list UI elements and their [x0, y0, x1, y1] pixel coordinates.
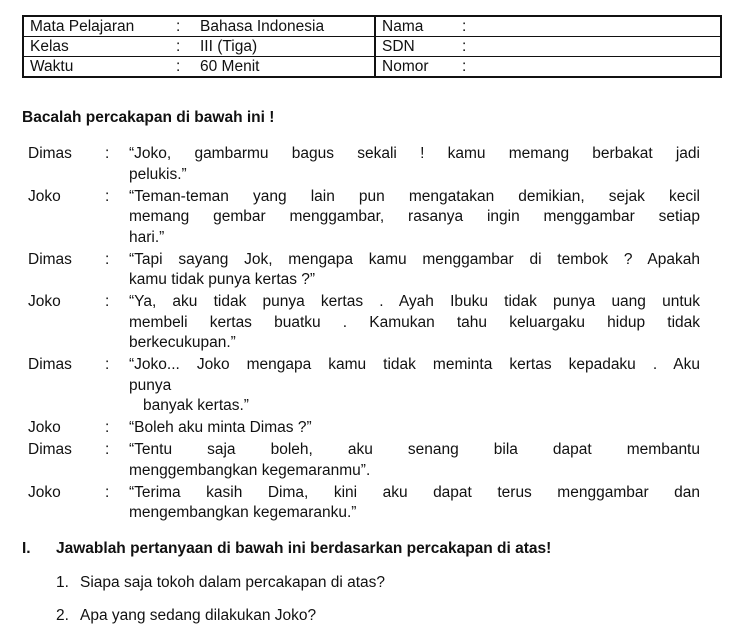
reading-instruction: Bacalah percakapan di bawah ini !	[22, 109, 275, 126]
speech-text	[129, 418, 700, 439]
school-cell	[375, 37, 721, 57]
speech-line: “Tapi sayang Jok, mengapa kamu menggambar di tembok ? Apakah	[129, 250, 700, 268]
dialogue-line	[28, 250, 700, 291]
speaker-colon: :	[105, 419, 110, 436]
speech-line: menggembangkan kegemaranmu”.	[129, 461, 371, 479]
speech-line: “Boleh aku minta Dimas ?”	[129, 419, 312, 436]
speech-line: mengembangkan kegemaranku.”	[129, 504, 357, 521]
time-colon: :	[176, 58, 181, 75]
time-value: 60 Menit	[200, 58, 260, 75]
speech-text	[129, 483, 700, 524]
dialogue-line	[28, 355, 700, 417]
speaker-name: Joko	[28, 187, 61, 205]
dialogue-line	[28, 440, 700, 481]
speaker-name: Joko	[28, 419, 61, 436]
speaker-colon: :	[105, 293, 110, 310]
speech-text	[129, 440, 700, 481]
dialogue-line	[28, 292, 700, 354]
time-cell	[23, 57, 375, 78]
question-list	[56, 574, 385, 640]
speaker-name: Dimas	[28, 250, 72, 268]
speech-line: membeli kertas buatku . Kamukan tahu keluargaku hidup tidak	[129, 313, 700, 331]
question-item	[56, 574, 385, 607]
speaker-name: Dimas	[28, 356, 72, 373]
speech-line: berkecukupan.”	[129, 334, 236, 351]
name-cell	[375, 16, 721, 37]
header-row-1	[23, 16, 721, 37]
speech-line: punya	[129, 376, 172, 394]
number-colon: :	[462, 58, 467, 75]
speaker-colon: :	[105, 187, 110, 205]
speech-line: “Terima kasih Dima, kini aku dapat terus menggambar dan	[129, 483, 700, 501]
dialogue-line	[28, 483, 700, 524]
dialogue-line	[28, 144, 700, 185]
dialogue	[28, 144, 700, 525]
question-text: Siapa saja tokoh dalam percakapan di atas?	[80, 574, 386, 591]
speech-line: “Tentu saja boleh, aku senang bila dapat membantu	[129, 441, 700, 458]
header-info-table	[22, 15, 722, 78]
class-label: Kelas	[30, 38, 69, 55]
question-number: 2.	[56, 607, 69, 624]
speaker-name: Joko	[28, 293, 61, 310]
school-label: SDN	[382, 38, 415, 55]
speech-line: hari.”	[129, 228, 165, 246]
name-label: Nama	[382, 18, 424, 35]
speaker-name: Dimas	[28, 145, 72, 162]
speech-line: banyak kertas.”	[143, 397, 249, 414]
speech-line: kamu tidak punya kertas ?”	[129, 271, 316, 288]
section-title: Jawablah pertanyaan di bawah ini berdasarkan percakapan di atas!	[56, 540, 552, 557]
subject-value: Bahasa Indonesia	[200, 18, 325, 35]
speech-text	[129, 355, 700, 417]
number-cell	[375, 57, 721, 78]
speaker-colon: :	[105, 441, 110, 458]
speaker-colon: :	[105, 145, 110, 162]
header-row-3	[23, 57, 721, 78]
number-label: Nomor	[382, 58, 429, 75]
header-row-2	[23, 37, 721, 57]
class-colon: :	[176, 38, 181, 55]
question-number: 1.	[56, 574, 69, 591]
name-colon: :	[462, 18, 467, 35]
speech-text	[129, 187, 700, 249]
dialogue-line	[28, 187, 700, 249]
dialogue-line	[28, 418, 700, 439]
section-number: I.	[22, 540, 31, 557]
question-text: Apa yang sedang dilakukan Joko?	[80, 607, 317, 624]
speaker-colon: :	[105, 250, 110, 268]
speech-line: memang gembar menggambar, rasanya ingin menggambar setiap	[129, 208, 700, 225]
section-heading	[22, 540, 722, 558]
school-colon: :	[462, 38, 467, 55]
speech-text	[129, 292, 700, 354]
speech-text	[129, 144, 700, 185]
time-label: Waktu	[30, 58, 74, 75]
class-value: III (Tiga)	[200, 38, 258, 55]
speech-line: “Teman-teman yang lain pun mengatakan demikian, sejak kecil	[129, 187, 700, 205]
subject-label: Mata Pelajaran	[30, 18, 135, 35]
speaker-colon: :	[105, 483, 110, 501]
speaker-name: Joko	[28, 483, 61, 501]
speaker-colon: :	[105, 356, 110, 373]
question-item	[56, 607, 385, 640]
speech-line: “Joko... Joko mengapa kamu tidak meminta kertas kepadaku . Aku	[129, 356, 700, 373]
class-cell	[23, 37, 375, 57]
subject-cell	[23, 16, 375, 37]
speech-line: pelukis.”	[129, 165, 187, 183]
speech-text	[129, 250, 700, 291]
speech-line: “Joko, gambarmu bagus sekali ! kamu memang berbakat jadi	[129, 145, 700, 162]
speaker-name: Dimas	[28, 441, 72, 458]
speech-line: “Ya, aku tidak punya kertas . Ayah Ibuku tidak punya uang untuk	[129, 293, 700, 310]
subject-colon: :	[176, 18, 181, 35]
